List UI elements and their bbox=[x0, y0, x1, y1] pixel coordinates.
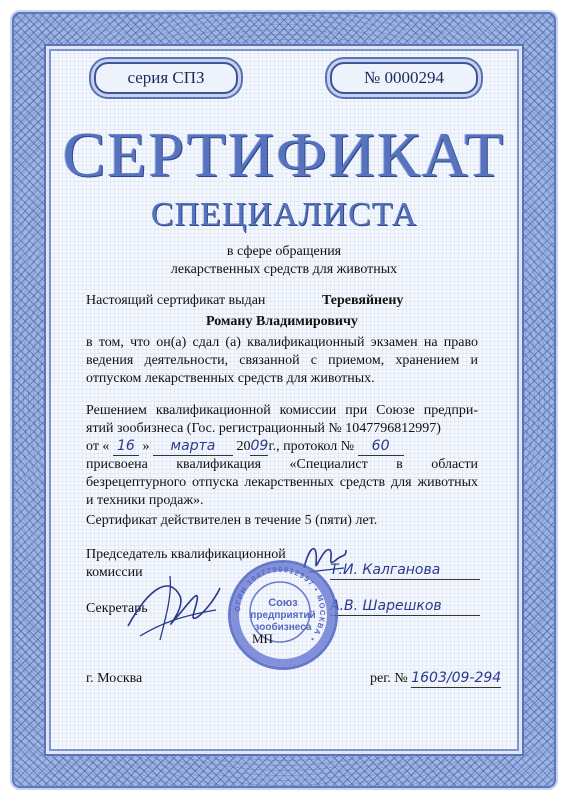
certificate-title: СЕРТИФИКАТ bbox=[62, 119, 506, 190]
reg-prefix: рег. № bbox=[370, 671, 408, 686]
chair-label-2: комиссии bbox=[86, 565, 143, 580]
date-year-prefix: 20 bbox=[236, 439, 251, 454]
date-open-quote: от « bbox=[86, 439, 110, 454]
issued-prefix: Настоящий сертификат выдан bbox=[86, 293, 266, 308]
protocol-label: г., протокол № bbox=[268, 439, 355, 454]
body-p3-line-2: безрецептурного отпуска лекарственных средств для животных bbox=[86, 475, 478, 490]
body-p1-line-3: отпуском лекарственных средств для животных. bbox=[86, 371, 375, 386]
stamp-center-2: предприятий bbox=[250, 610, 316, 621]
sphere-line-2: лекарственных средств для животных bbox=[170, 262, 398, 277]
body-p3-line-3: и техники продаж». bbox=[86, 493, 204, 508]
number-plaque: № 0000294 bbox=[330, 62, 478, 94]
stamp-center-3: зообизнеса bbox=[254, 622, 312, 633]
date-day: 16 bbox=[113, 438, 139, 456]
city-label: г. Москва bbox=[86, 671, 143, 686]
body-p1-line-2: ведения деятельности, связанной с приемом, хранением и bbox=[86, 353, 478, 368]
chair-label-1: Председатель квалификационной bbox=[86, 547, 286, 562]
secretary-name-line bbox=[330, 598, 480, 616]
secretary-name: А.В. Шарешков bbox=[330, 598, 442, 614]
date-year: 09 bbox=[250, 438, 269, 454]
protocol-number: 60 bbox=[358, 438, 404, 456]
holder-surname: Теревяйнену bbox=[322, 293, 404, 308]
body-p3-line-1: присвоена квалификация «Специалист в области bbox=[86, 457, 478, 472]
body-p2-line-1: Решением квалификационной комиссии при Союзе предпри- bbox=[86, 403, 478, 418]
secretary-signature-icon bbox=[120, 566, 230, 646]
chair-name: Т.И. Калганова bbox=[330, 562, 441, 578]
body-p2-line-2: ятий зообизнеса (Гос. регистрационный № 1047796812997) bbox=[86, 421, 441, 436]
reg-number: 1603/09-294 bbox=[411, 670, 502, 686]
reg-line bbox=[370, 670, 501, 688]
body-p1-line-1: в том, что он(а) сдал (а) квалификационный экзамен на право bbox=[86, 335, 478, 350]
date-close-quote: » bbox=[142, 439, 150, 454]
holder-name: Роману Владимировичу bbox=[206, 314, 358, 329]
date-month: марта bbox=[153, 438, 233, 456]
certificate-subtitle: СПЕЦИАЛИСТА bbox=[150, 196, 418, 233]
sphere-line-1: в сфере обращения bbox=[226, 244, 342, 259]
validity-text: Сертификат действителен в течение 5 (пяти) лет. bbox=[86, 513, 378, 528]
round-stamp bbox=[228, 560, 338, 670]
stamp-ring-text: ОГРН 1047796812997 • МОСКВА • bbox=[232, 564, 328, 645]
stamp-center-1: Союз bbox=[268, 597, 298, 609]
chair-name-line bbox=[330, 562, 480, 580]
decision-date-line bbox=[86, 438, 404, 456]
series-plaque: серия СПЗ bbox=[94, 62, 238, 94]
mp-label: МП bbox=[252, 631, 273, 646]
secretary-label: Секретарь bbox=[86, 601, 148, 616]
